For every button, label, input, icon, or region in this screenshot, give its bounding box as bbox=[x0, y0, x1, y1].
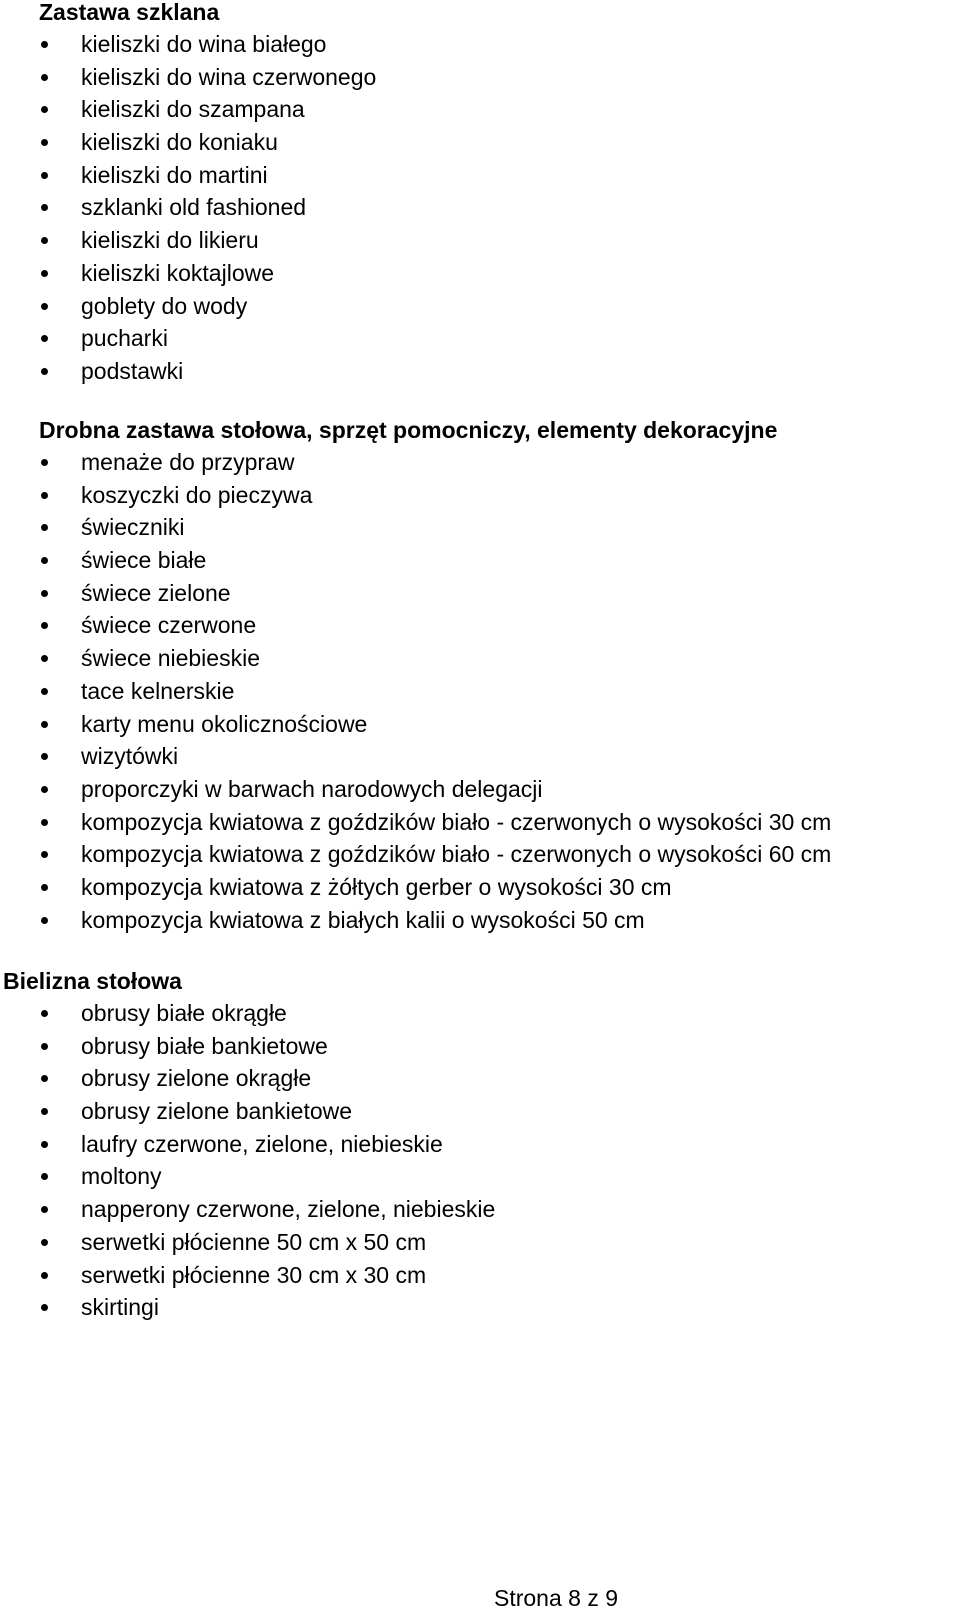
bullet-icon bbox=[41, 303, 48, 310]
list-item bbox=[0, 322, 960, 355]
list-item bbox=[0, 871, 960, 904]
list-item bbox=[0, 28, 960, 61]
list-item-label: serwetki płócienne 50 cm x 50 cm bbox=[81, 1228, 427, 1255]
list-item-label: świece zielone bbox=[81, 579, 231, 606]
list-item bbox=[0, 675, 960, 708]
list-item-label: pucharki bbox=[81, 325, 168, 352]
section-title: Zastawa szklana bbox=[39, 0, 220, 25]
list-item bbox=[0, 642, 960, 675]
list-item-label: obrusy zielone bankietowe bbox=[81, 1098, 353, 1125]
list-item-label: obrusy białe bankietowe bbox=[81, 1032, 328, 1059]
list-item bbox=[0, 61, 960, 94]
bullet-icon bbox=[41, 270, 48, 277]
bullet-icon bbox=[41, 106, 48, 113]
list-item bbox=[0, 511, 960, 544]
list-item-label: świece czerwone bbox=[81, 612, 257, 639]
list-item bbox=[0, 609, 960, 642]
list-item bbox=[0, 224, 960, 257]
list-item bbox=[0, 257, 960, 290]
bullet-list bbox=[0, 28, 960, 388]
bullet-icon bbox=[41, 753, 48, 760]
bullet-icon bbox=[41, 655, 48, 662]
list-item bbox=[0, 773, 960, 806]
bullet-icon bbox=[41, 1108, 48, 1115]
list-item-label: kieliszki do wina czerwonego bbox=[81, 63, 377, 90]
bullet-icon bbox=[41, 74, 48, 81]
list-item-label: skirtingi bbox=[81, 1294, 159, 1321]
bullet-icon bbox=[41, 917, 48, 924]
bullet-icon bbox=[41, 1239, 48, 1246]
bullet-icon bbox=[41, 41, 48, 48]
list-item bbox=[0, 1030, 960, 1063]
section-bielizna-stolowa bbox=[0, 965, 960, 1324]
list-item bbox=[0, 191, 960, 224]
list-item-label: kieliszki do wina białego bbox=[81, 31, 327, 57]
list-item-label: menaże do przypraw bbox=[81, 449, 295, 475]
bullet-icon bbox=[41, 459, 48, 466]
list-item bbox=[0, 997, 960, 1030]
list-item-label: kompozycja kwiatowa z goździków biało - czerwonych o wysokości 60 cm bbox=[81, 841, 832, 868]
list-item bbox=[0, 126, 960, 159]
bullet-icon bbox=[41, 1173, 48, 1180]
bullet-list bbox=[0, 997, 960, 1324]
list-item bbox=[0, 708, 960, 741]
list-item-label: laufry czerwone, zielone, niebieskie bbox=[81, 1130, 443, 1157]
list-item bbox=[0, 1226, 960, 1259]
list-item bbox=[0, 355, 960, 388]
list-item bbox=[0, 1160, 960, 1193]
list-item bbox=[0, 577, 960, 610]
bullet-icon bbox=[41, 1075, 48, 1082]
list-item bbox=[0, 446, 960, 479]
list-item-label: napperony czerwone, zielone, niebieskie bbox=[81, 1196, 496, 1223]
list-item bbox=[0, 1128, 960, 1161]
list-item-label: wizytówki bbox=[81, 743, 179, 770]
list-item-label: kieliszki koktajlowe bbox=[81, 259, 275, 286]
bullet-icon bbox=[41, 851, 48, 858]
list-item bbox=[0, 838, 960, 871]
bullet-icon bbox=[41, 721, 48, 728]
section-title: Bielizna stołowa bbox=[3, 968, 182, 994]
section-title: Drobna zastawa stołowa, sprzęt pomocniczy, elementy dekoracyjne bbox=[39, 417, 778, 443]
list-item-label: koszyczki do pieczywa bbox=[81, 481, 313, 508]
list-item-label: karty menu okolicznościowe bbox=[81, 710, 368, 737]
list-item-label: tace kelnerskie bbox=[81, 677, 235, 704]
bullet-icon bbox=[41, 1304, 48, 1311]
page-number: Strona 8 z 9 bbox=[494, 1585, 619, 1611]
bullet-icon bbox=[41, 1206, 48, 1213]
bullet-icon bbox=[41, 1010, 48, 1017]
list-item bbox=[0, 1062, 960, 1095]
list-item-label: kieliszki do martini bbox=[81, 161, 268, 188]
list-item bbox=[0, 1095, 960, 1128]
list-item bbox=[0, 93, 960, 126]
bullet-icon bbox=[41, 237, 48, 244]
bullet-icon bbox=[41, 590, 48, 597]
list-item-label: szklanki old fashioned bbox=[81, 194, 307, 221]
list-item-label: goblety do wody bbox=[81, 292, 248, 319]
list-item-label: proporczyki w barwach narodowych delegacji bbox=[81, 775, 543, 802]
bullet-icon bbox=[41, 1043, 48, 1050]
bullet-icon bbox=[41, 368, 48, 375]
list-item-label: moltony bbox=[81, 1163, 162, 1190]
list-item-label: kieliszki do koniaku bbox=[81, 129, 278, 156]
section-drobna-zastawa bbox=[0, 414, 960, 936]
bullet-icon bbox=[41, 139, 48, 146]
list-item-label: kieliszki do szampana bbox=[81, 96, 305, 123]
bullet-icon bbox=[41, 204, 48, 211]
bullet-icon bbox=[41, 1272, 48, 1279]
list-item bbox=[0, 1291, 960, 1324]
list-item-label: serwetki płócienne 30 cm x 30 cm bbox=[81, 1261, 427, 1288]
list-item bbox=[0, 806, 960, 839]
list-item-label: kompozycja kwiatowa z białych kalii o wysokości 50 cm bbox=[81, 906, 645, 933]
list-item-label: obrusy białe okrągłe bbox=[81, 1000, 287, 1026]
bullet-icon bbox=[41, 524, 48, 531]
list-item bbox=[0, 290, 960, 323]
list-item bbox=[0, 904, 960, 937]
bullet-icon bbox=[41, 786, 48, 793]
list-item bbox=[0, 740, 960, 773]
bullet-icon bbox=[41, 557, 48, 564]
bullet-icon bbox=[41, 1141, 48, 1148]
section-zastawa-szklana bbox=[0, 0, 960, 388]
list-item-label: kompozycja kwiatowa z żółtych gerber o wysokości 30 cm bbox=[81, 873, 672, 900]
bullet-icon bbox=[41, 492, 48, 499]
bullet-icon bbox=[41, 884, 48, 891]
list-item-label: obrusy zielone okrągłe bbox=[81, 1065, 312, 1092]
bullet-list bbox=[0, 446, 960, 936]
list-item-label: świece niebieskie bbox=[81, 645, 260, 672]
bullet-icon bbox=[41, 335, 48, 342]
list-item-label: świece białe bbox=[81, 547, 207, 574]
bullet-icon bbox=[41, 819, 48, 826]
list-item bbox=[0, 159, 960, 192]
list-item bbox=[0, 1259, 960, 1292]
list-item bbox=[0, 479, 960, 512]
list-item-label: podstawki bbox=[81, 357, 184, 384]
list-item-label: kompozycja kwiatowa z goździków biało - czerwonych o wysokości 30 cm bbox=[81, 808, 832, 835]
bullet-icon bbox=[41, 622, 48, 629]
bullet-icon bbox=[41, 688, 48, 695]
list-item-label: kieliszki do likieru bbox=[81, 227, 259, 254]
list-item-label: świeczniki bbox=[81, 514, 185, 541]
list-item bbox=[0, 544, 960, 577]
list-item bbox=[0, 1193, 960, 1226]
bullet-icon bbox=[41, 172, 48, 179]
